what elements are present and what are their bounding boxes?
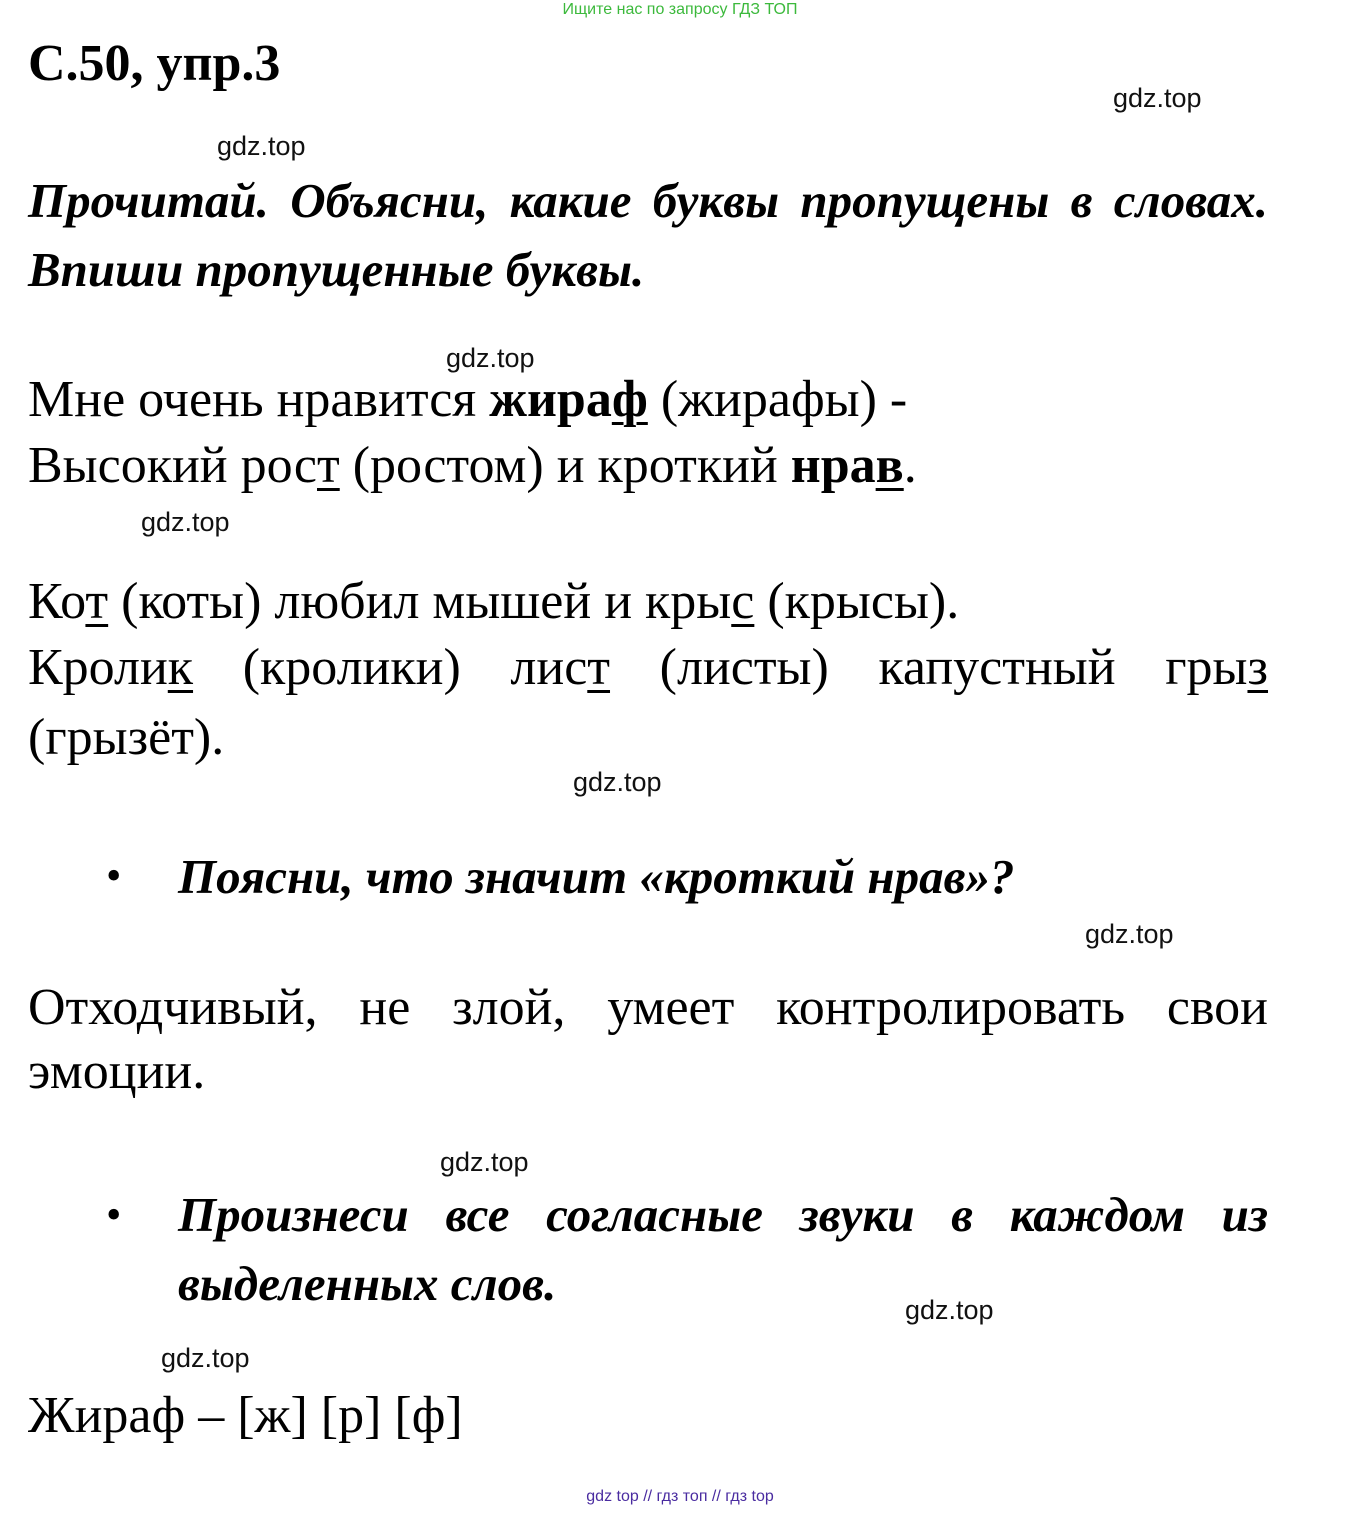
inserted-letter: т bbox=[587, 639, 611, 696]
text: (крысы). bbox=[754, 573, 960, 630]
top-banner: Ищите нас по запросу ГДЗ ТОП bbox=[562, 1, 798, 18]
watermark: gdz.top bbox=[440, 1147, 529, 1177]
watermark: gdz.top bbox=[217, 131, 306, 161]
watermark: gdz.top bbox=[446, 343, 535, 373]
highlighted-word: жира bbox=[489, 371, 612, 428]
poem-line-2 bbox=[28, 434, 917, 498]
text: (листы) капустный гры bbox=[610, 639, 1248, 696]
question-2: Произнеси все согласные звуки в каждом из выделенных слов. bbox=[178, 1187, 1268, 1311]
poem-line-5: (грызёт). bbox=[28, 709, 225, 766]
bullet: • bbox=[106, 851, 122, 900]
poem-line-4 bbox=[28, 636, 1268, 700]
poem-line-3 bbox=[28, 570, 959, 634]
answer-1: Отходчивый, не злой, умеет контролировать свои эмоции. bbox=[28, 979, 1268, 1100]
inserted-letter: к bbox=[167, 639, 194, 696]
page-title: С.50, упр.3 bbox=[28, 35, 281, 92]
text: Ко bbox=[28, 573, 86, 630]
text: (кролики) лис bbox=[193, 639, 588, 696]
text: Мне очень нравится bbox=[28, 371, 490, 428]
watermark: gdz.top bbox=[141, 507, 230, 537]
watermark: gdz.top bbox=[1085, 919, 1174, 949]
inserted-letter: з bbox=[1247, 639, 1269, 696]
footer-links: gdz top // гдз топ // гдз top bbox=[586, 1488, 774, 1505]
text: Высокий рос bbox=[28, 437, 317, 494]
inserted-letter: ф bbox=[611, 371, 648, 428]
watermark: gdz.top bbox=[905, 1295, 994, 1325]
poem-line-1 bbox=[28, 368, 907, 432]
inserted-letter: т bbox=[317, 437, 340, 494]
text: (ростом) и кроткий bbox=[339, 437, 791, 494]
exercise-instruction: Прочитай. Объясни, какие буквы пропущены в словах. Впиши пропущенные буквы. bbox=[28, 173, 1268, 297]
watermark: gdz.top bbox=[573, 767, 662, 797]
highlighted-word: нра bbox=[790, 437, 876, 494]
answer-2: Жираф – [ж] [р] [ф] bbox=[28, 1387, 463, 1444]
text: . bbox=[903, 437, 917, 494]
bullet: • bbox=[106, 1190, 122, 1239]
watermark: gdz.top bbox=[1113, 83, 1202, 113]
question-1: Поясни, что значит «кроткий нрав»? bbox=[178, 849, 1015, 904]
text: Кроли bbox=[28, 639, 168, 696]
inserted-letter: т bbox=[85, 573, 109, 630]
watermark: gdz.top bbox=[161, 1343, 250, 1373]
inserted-letter: в bbox=[875, 437, 904, 494]
text: (жирафы) - bbox=[647, 371, 908, 428]
inserted-letter: с bbox=[731, 573, 755, 630]
text: (коты) любил мышей и кры bbox=[108, 573, 732, 630]
